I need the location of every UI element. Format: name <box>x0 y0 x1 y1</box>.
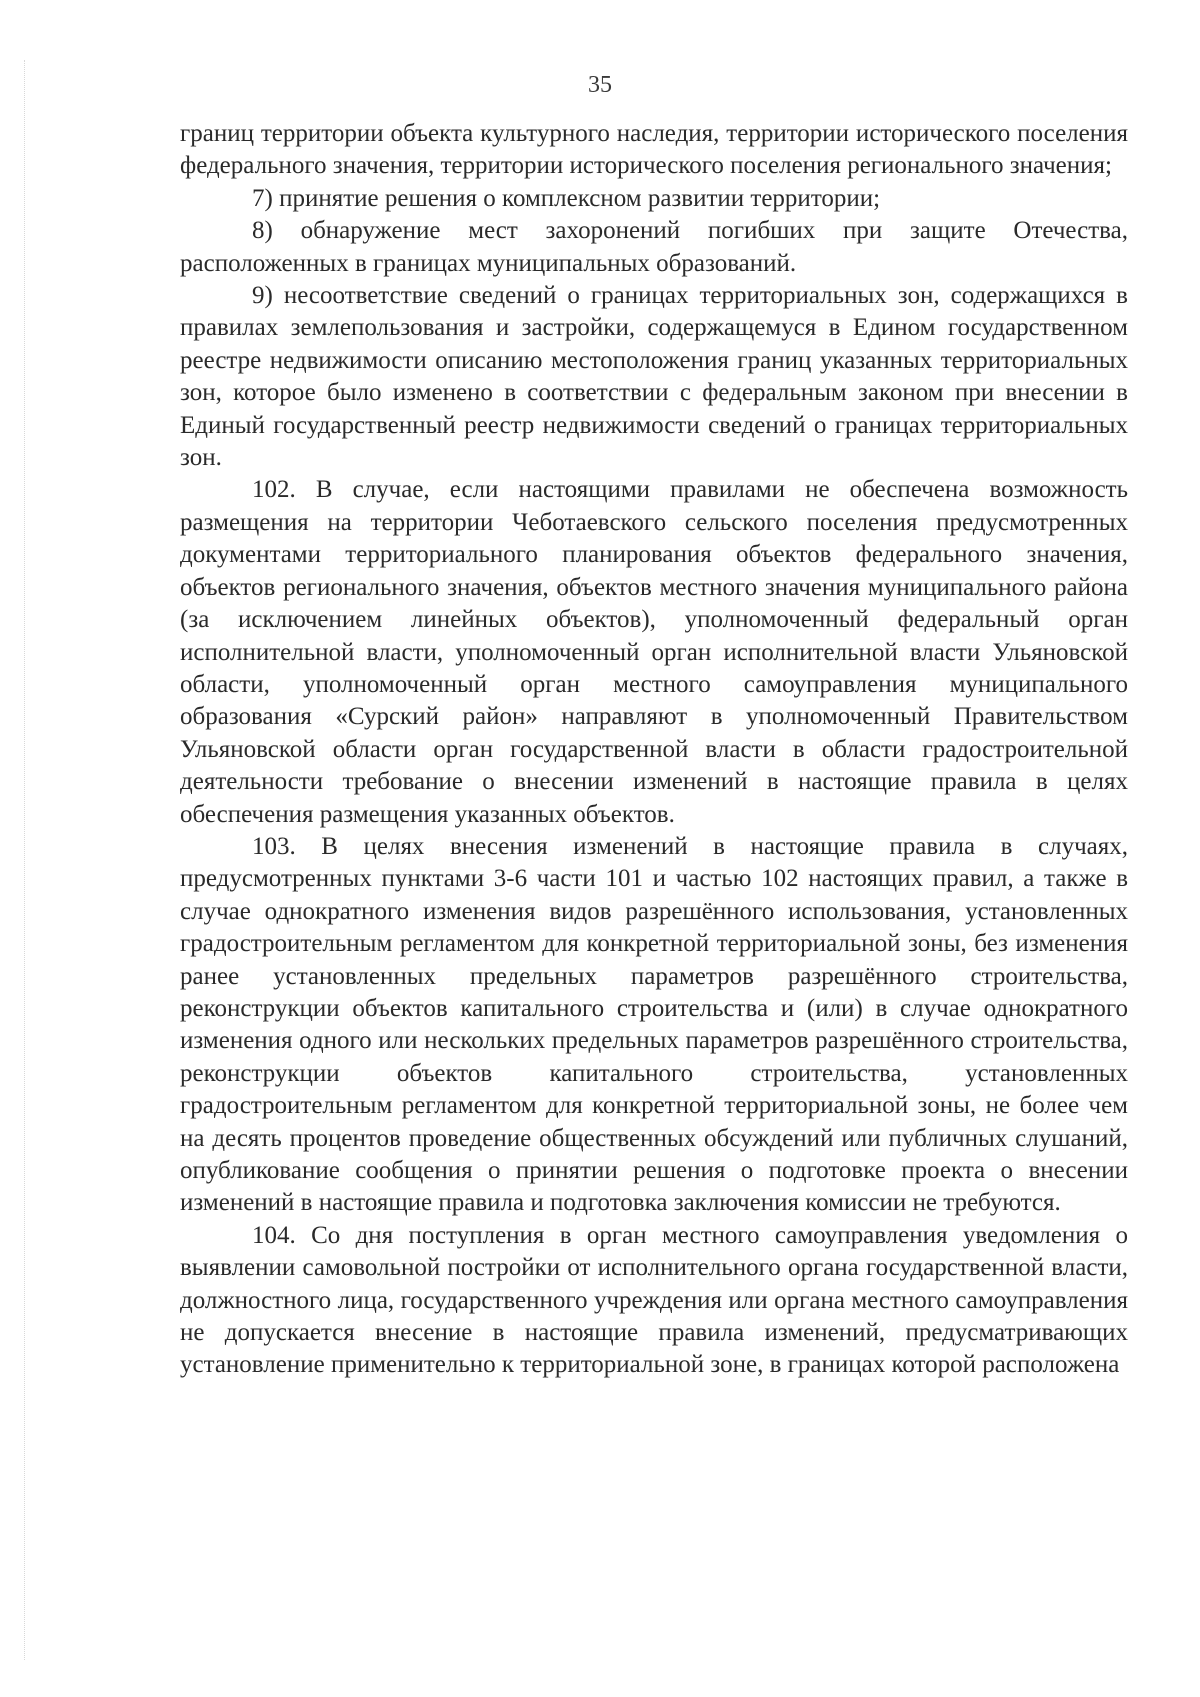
paragraph-continuation: границ территории объекта культурного наследия, территории исторического поселения федерального значения, территории исторического поселения регионального значения; <box>180 120 1128 180</box>
document-body <box>180 118 1128 1382</box>
page-number: 35 <box>588 72 612 98</box>
paragraph-104: 104. Со дня поступления в орган местного самоуправления уведомления о выявлении самовольной постройки от исполнительного органа государственной власти, должностного лица, государственного учреждения или органа местного самоуправления не допускается внесение в настоящие правила изменений, предусматривающих установление применительно к территориальной зоне, в границах которой расположена <box>180 1221 1128 1379</box>
paragraph-item-8: 8) обнаружение мест захоронений погибших при защите Отечества, расположенных в границах муниципальных образований. <box>180 217 1128 277</box>
paragraph-103: 103. В целях внесения изменений в настоящие правила в случаях, предусмотренных пунктами 3-6 части 101 и частью 102 настоящих правил, а также в случае однократного изменения видов разрешённого использования, установленных градостроительным регламентом для конкретной территориальной зоны, без изменения ранее установленных предельных параметров разрешённого строительства, реконструкции объектов капитального строительства и (или) в случае однократного изменения одного или нескольких предельных параметров разрешённого строительства, реконструкции объектов капитального строительства, установленных градостроительным регламентом для конкретной территориальной зоны, не более чем на десять процентов проведение общественных обсуждений или публичных слушаний, опубликование сообщения о принятии решения о подготовке проекта о внесении изменений в настоящие правила и подготовка заключения комиссии не требуются. <box>180 832 1128 1217</box>
paragraph-item-9: 9) несоответствие сведений о границах территориальных зон, содержащихся в правилах землепользования и застройки, содержащемуся в Едином государственном реестре недвижимости описанию местоположения границ указанных территориальных зон, которое было изменено в соответствии с федеральным законом при внесении в Единый государственный реестр недвижимости сведений о границах территориальных зон. <box>180 282 1128 472</box>
scan-edge-line <box>24 60 26 1660</box>
paragraph-102: 102. В случае, если настоящими правилами не обеспечена возможность размещения на территории Чеботаевского сельского поселения предусмотренных документами территориального планирования объектов федерального значения, объектов регионального значения, объектов местного значения муниципального района (за исключением линейных объектов), уполномоченный федеральный орган исполнительной власти, уполномоченный орган исполнительной власти Ульяновской области, уполномоченный орган местного самоуправления муниципального образования «Сурский район» направляют в уполномоченный Правительством Ульяновской области орган государственной власти в области градостроительной деятельности требование о внесении изменений в настоящие правила в целях обеспечения размещения указанных объектов. <box>180 476 1128 828</box>
paragraph-item-7: 7) принятие решения о комплексном развитии территории; <box>252 184 881 212</box>
